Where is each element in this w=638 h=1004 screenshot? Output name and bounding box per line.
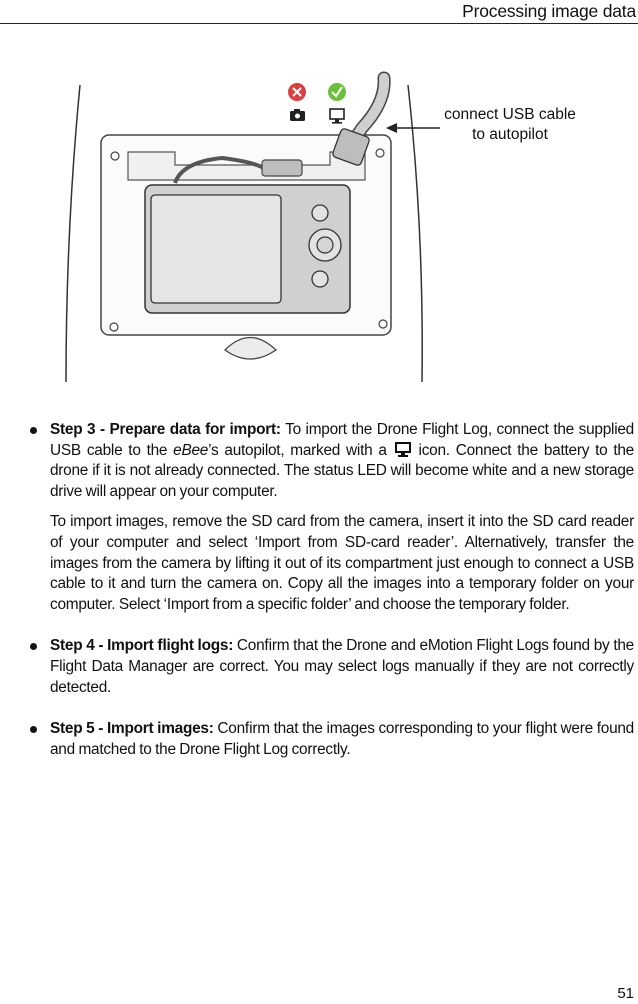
step-3	[50, 420, 634, 615]
step-3-text-b: ’s autopilot, marked with a	[208, 441, 393, 459]
bullet	[30, 726, 37, 733]
usb-callout	[430, 105, 590, 145]
bullet	[30, 643, 37, 650]
drone-camera-bay-drawing	[0, 40, 638, 390]
step-4-paragraph	[50, 636, 634, 698]
step-3-text-a: To import the Drone Flight Log, connect the supplied USB cable to the	[50, 421, 634, 459]
monitor-icon	[395, 442, 411, 457]
step-5-text: Conﬁrm that the images corresponding to your ﬂight were found and matched to the Drone Flight Log correctly.	[50, 720, 634, 758]
step-3-paragraph-1	[50, 420, 634, 502]
step-3-heading: Step 3 - Prepare data for import:	[50, 421, 281, 438]
ok-check-icon	[328, 83, 346, 101]
step-4-heading: Step 4 - Import ﬂight logs:	[50, 637, 234, 655]
monitor-icon	[330, 109, 344, 124]
ebee-name: eBee	[173, 441, 209, 459]
page-number: 51	[617, 985, 634, 1002]
step-4	[50, 636, 634, 698]
header-rule	[0, 23, 638, 24]
step-5	[50, 719, 634, 760]
drone-illustration	[0, 40, 638, 390]
callout-line-2: to autopilot	[472, 126, 548, 143]
step-5-paragraph	[50, 719, 634, 760]
step-3-text-c: icon. Connect the battery to the drone if it is not already connected. The status LED will become white and a new storage drive will appear on your computer.	[50, 441, 634, 500]
step-4-text: Conﬁrm that the Drone and eMotion Flight Logs found by the Flight Data Manager are correct. You may select logs manually if they are not correctly detected.	[50, 637, 634, 696]
error-x-icon	[288, 83, 306, 101]
camera-icon	[290, 109, 305, 121]
header-title: Processing image data	[462, 1, 636, 21]
steps-list	[0, 420, 638, 760]
step-5-heading: Step 5 - Import images:	[50, 720, 214, 738]
bullet	[30, 427, 37, 434]
callout-line-1: connect USB cable	[444, 106, 576, 123]
step-3-paragraph-2: To import images, remove the SD card from the camera, insert it into the SD card reader of your computer and select ‘Import from SD-card reader’. Alternatively, transfer the images from the camera by lifting it out of its compartment just enough to connect a USB cable to it and turn the camera on. Copy all the images into a temporary folder on your computer. Select ‘Import from a speciﬁc folder’ and choose the temporary folder.	[50, 513, 634, 613]
